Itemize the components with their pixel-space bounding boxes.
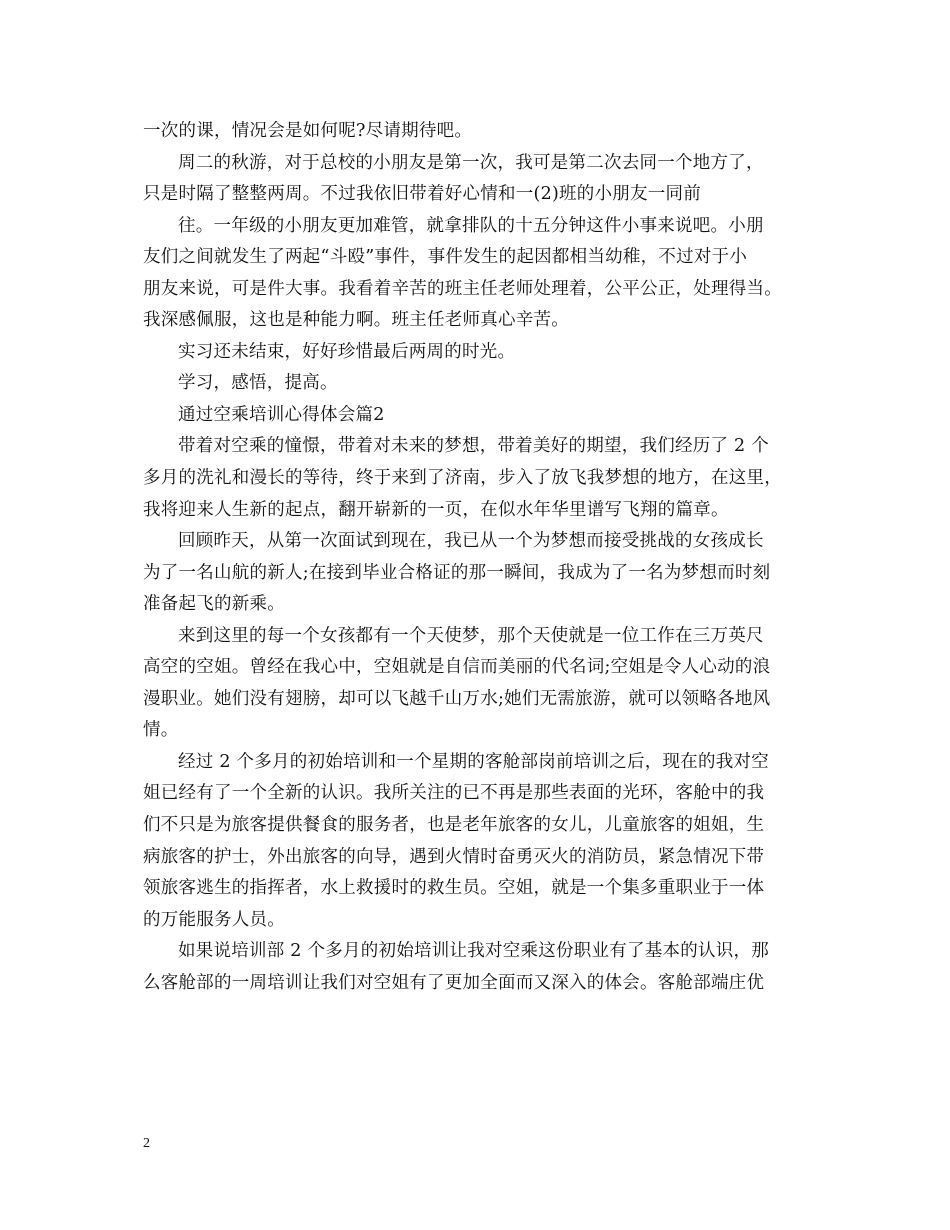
text-line: 们不只是为旅客提供餐食的服务者，也是老年旅客的女儿，儿童旅客的姐姐，生 xyxy=(143,815,765,836)
text-line: 实习还未结束，好好珍惜最后两周的时光。 xyxy=(178,341,516,362)
text-line: 通过空乘培训心得体会篇2 xyxy=(178,404,385,425)
text-line: 么客舱部的一周培训让我们对空姐有了更加全面而又深入的体会。客舱部端庄优 xyxy=(143,972,765,993)
document-body xyxy=(143,116,827,999)
text-line: 朋友来说，可是件大事。我看着辛苦的班主任老师处理着，公平公正，处理得当。 xyxy=(143,278,782,299)
text-line: 为了一名山航的新人;在接到毕业合格证的那一瞬间，我成为了一名为梦想而时刻 xyxy=(143,562,771,583)
page-number: 2 xyxy=(143,1136,150,1151)
text-line: 领旅客逃生的指挥者，水上救援时的救生员。空姐，就是一个集多重职业于一体 xyxy=(143,878,765,899)
text-line: 姐已经有了一个全新的认识。我所关注的已不再是那些表面的光环，客舱中的我 xyxy=(143,783,765,804)
text-line: 回顾昨天，从第一次面试到现在，我已从一个为梦想而接受挑战的女孩成长 xyxy=(178,531,764,552)
text-line: 来到这里的每一个女孩都有一个天使梦，那个天使就是一位工作在三万英尺 xyxy=(178,625,764,646)
text-line: 经过 2 个多月的初始培训和一个星期的客舱部岗前培训之后，现在的我对空 xyxy=(178,751,770,772)
text-line: 友们之间就发生了两起“斗殴”事件，事件发生的起因都相当幼稚，不过对于小 xyxy=(143,247,748,268)
text-line: 带着对空乘的憧憬，带着对未来的梦想，带着美好的期望，我们经历了 2 个 xyxy=(178,436,770,457)
text-line: 的万能服务人员。 xyxy=(143,909,285,930)
text-line: 病旅客的护士，外出旅客的向导，遇到火情时奋勇灭火的消防员，紧急情况下带 xyxy=(143,846,765,867)
text-line: 高空的空姐。曾经在我心中，空姐就是自信而美丽的代名词;空姐是令人心动的浪 xyxy=(143,657,771,678)
text-line: 多月的洗礼和漫长的等待，终于来到了济南，步入了放飞我梦想的地方，在这里， xyxy=(143,468,782,489)
text-line: 如果说培训部 2 个多月的初始培训让我对空乘这份职业有了基本的认识，那 xyxy=(178,941,770,962)
text-line: 学习，感悟，提高。 xyxy=(178,373,338,394)
text-line: 我深感佩服，这也是种能力啊。班主任老师真心辛苦。 xyxy=(143,310,569,331)
text-line: 往。一年级的小朋友更加难管，就拿排队的十五分钟这件小事来说吧。小朋 xyxy=(178,215,764,236)
text-line: 情。 xyxy=(143,720,179,741)
text-line: 我将迎来人生新的起点，翻开崭新的一页，在似水年华里谱写飞翔的篇章。 xyxy=(143,499,729,520)
text-line: 只是时隔了整整两周。不过我依旧带着好心情和一(2)班的小朋友一同前 xyxy=(143,184,702,205)
text-line: 漫职业。她们没有翅膀，却可以飞越千山万水;她们无需旅游，就可以领略各地风 xyxy=(143,688,771,709)
text-line: 准备起飞的新乘。 xyxy=(143,594,285,615)
text-line: 周二的秋游，对于总校的小朋友是第一次，我可是第二次去同一个地方了， xyxy=(178,152,764,173)
text-line: 一次的课，情况会是如何呢?尽请期待吧。 xyxy=(143,121,473,141)
